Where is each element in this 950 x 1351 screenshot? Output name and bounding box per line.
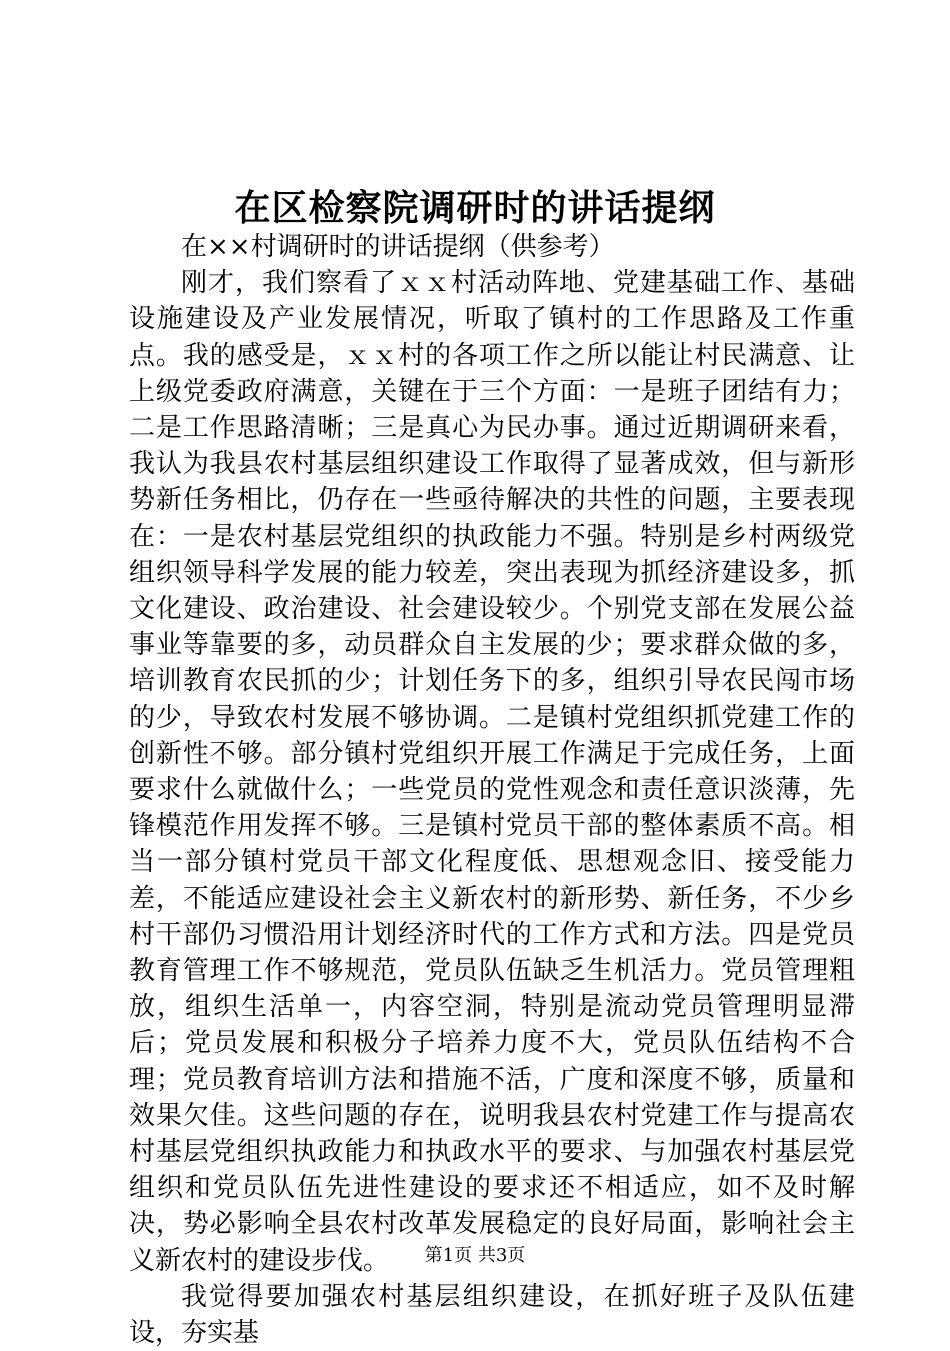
body-paragraph-1: 刚才，我们察看了ｘｘ村活动阵地、党建基础工作、基础设施建设及产业发展情况，听取了镇村的工作思路及工作重点。我的感受是，ｘｘ村的各项工作之所以能让村民满意、让上级党委政府满意，关键在于三个方面：一是班子团结有力；二是工作思路清晰；三是真心为民办事。通过近期调研来看，我认为我县农村基层组织建设工作取得了显著成效，但与新形势新任务相比，仍存在一些亟待解决的共性的问题，主要表现在：一是农村基层党组织的执政能力不强。特别是乡村两级党组织领导科学发展的能力较差，突出表现为抓经济建设多，抓文化建设、政治建设、社会建设较少。个别党支部在发展公益事业等靠要的多，动员群众自主发展的少；要求群众做的多，培训教育农民抓的少；计划任务下的多，组织引导农民闯市场的少，导致农村发展不够协调。二是镇村党组织抓党建工作的创新性不够。部分镇村党组织开展工作满足于完成任务，上面要求什么就做什么；一些党员的党性观念和责任意识淡薄，先锋模范作用发挥不够。三是镇村党员干部的整体素质不高。相当一部分镇村党员干部文化程度低、思想观念旧、接受能力差，不能适应建设社会主义新农村的新形势、新任务，不少乡村干部仍习惯沿用计划经济时代的工作方式和方法。四是党员教育管理工作不够规范，党员队伍缺乏生机活力。党员管理粗放，组织生活单一，内容空洞，特别是流动党员管理明显滞后；党员发展和积极分子培养力度不大，党员队伍结构不合理；党员教育培训方法和措施不活，广度和深度不够，质量和效果欠佳。这些问题的存在，说明我县农村党建工作与提高农村基层党组织执政能力和执政水平的要求、与加强农村基层党组织和党员队伍先进性建设的要求还不相适应，如不及时解决，势必影响全县农村改革发展稳定的良好局面，影响社会主义新农村的建设步伐。: [129, 268, 855, 1276]
page-footer: 第1页 共3页: [424, 1245, 526, 1266]
document-title: 在区检察院调研时的讲话提纲: [234, 187, 716, 229]
document-body: [129, 229, 855, 1351]
body-paragraph-2: 我觉得要加强农村基层组织建设，在抓好班子及队伍建设，夯实基: [129, 1281, 855, 1349]
subtitle-paragraph: 在××村调研时的讲话提纲（供参考）: [181, 232, 615, 262]
